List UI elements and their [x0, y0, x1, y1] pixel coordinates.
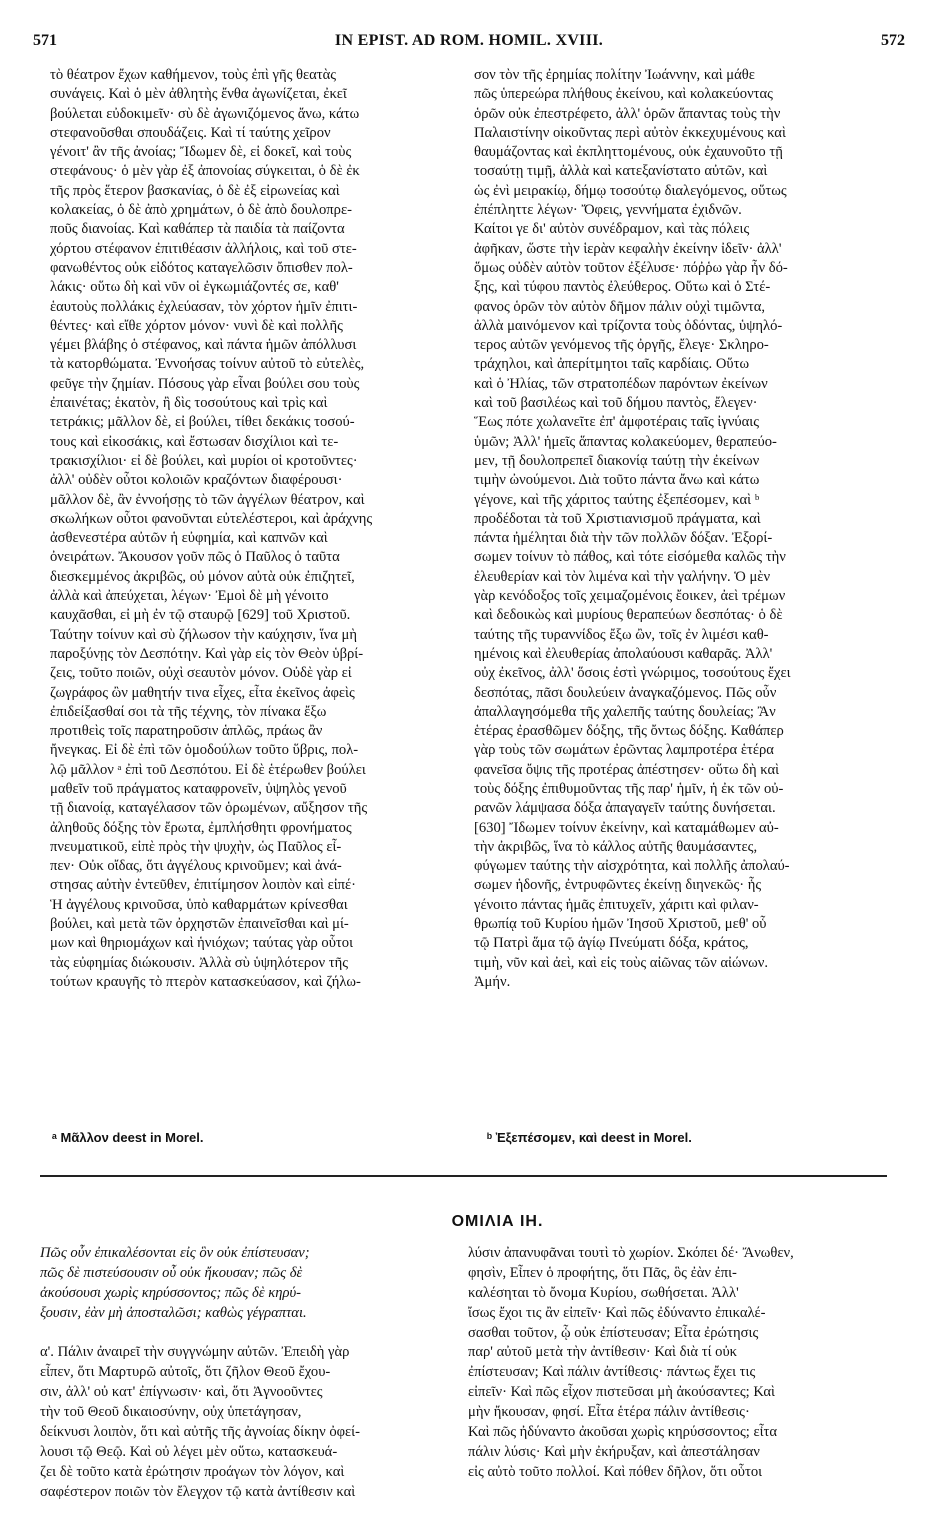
text-line: πῶς δὲ πιστεύσουσιν οὗ οὐκ ἤκουσαν; πῶς δὲ [40, 1264, 303, 1281]
text-line: ἀπαλλαγησόμεθα τῆς χαλεπῆς ταύτης δουλείας; Ἂν [474, 703, 776, 720]
text-line: Ταύτην τοίνυν καὶ σὺ ζήλωσον τὴν καύχησιν, ἵνα μὴ [50, 626, 357, 643]
text-line: ζεις, τοῦτο ποιῶν, οὐχὶ σεαυτὸν μόνον. Οὐδὲ γὰρ εἰ [50, 665, 352, 682]
text-line: σαφέστερον ποιῶν τὸν ἔλεγχον τῷ κατὰ ἀντίθεσιν καὶ [40, 1483, 356, 1500]
text-line: γέγονε, καὶ τῆς χάριτος ταύτης ἐξεπέσομεν, καὶ ᵇ [474, 491, 760, 508]
text-line: εἰς αὐτὸ τοῦτο πολλοί. Καὶ πόθεν δῆλον, ὅτι οὗτοι [468, 1463, 763, 1480]
text-line [40, 1324, 454, 1344]
text-line: πάντα ἠμέληται διὰ τὴν τῶν πολλῶν δόξαν. Ἐξορί- [474, 530, 773, 547]
text-column-bottom-right [468, 1244, 888, 1483]
text-line: γένοιτ' ἂν τῆς ἀνοίας; Ἴδωμεν δὲ, εἰ δοκεῖ, καὶ τοὺς [50, 144, 352, 161]
section-divider [40, 1175, 887, 1177]
text-line: παρ' αὐτοῦ μετὰ τὴν ἀντίθεσιν· Καὶ διὰ τί οὐκ [468, 1344, 738, 1361]
text-column-bottom-left [40, 1244, 454, 1503]
text-line: διεσκεμμένος ἀκριβῶς, οὐ μόνον αὐτὰ οὐκ ἐπιζητεῖ, [50, 568, 355, 585]
text-line: ὁρῶν οὐκ ἐπεστρέφετο, ἀλλ' ὁρῶν ἅπαντας τοὺς τὴν [474, 105, 781, 122]
text-line: θέντες· καὶ εἴθε χόρτον μόνον· νυνὶ δὲ καὶ πολλῆς [50, 317, 343, 334]
text-line: μὴν ἤκουσαν, φησί. Εἶτα ἑτέρα πάλιν ἀντίθεσις· [468, 1404, 750, 1421]
text-line: τῆς πρὸς ἕτερον βασκανίας, ὁ δὲ ἐξ εἰρωνείας καὶ [50, 182, 340, 199]
text-line: λάκις· οὕτω δὴ καὶ νῦν οἱ ἐγκωμιάζοντές σε, καθ' [50, 279, 339, 296]
text-line: α'. Πάλιν ἀναιρεῖ τὴν συγγνώμην αὐτῶν. Ἐπειδὴ γὰρ [40, 1344, 350, 1361]
text-line: λουσι τῷ Θεῷ. Καὶ οὐ λέγει μὲν οὕτω, κατασκευά- [40, 1443, 338, 1460]
running-header [33, 32, 905, 56]
text-line: Ἕως πότε χωλανεῖτε ἐπ' ἀμφοτέραις ταῖς ἰγνύαις [474, 414, 759, 431]
text-line: βούλεται εὐδοκιμεῖν· σὺ δὲ ἀγωνιζόμενος ἄνω, κάτω [50, 105, 360, 122]
text-line: τιμὴ, νῦν καὶ ἀεὶ, καὶ εἰς τοὺς αἰῶνας τῶν αἰώνων. [474, 954, 768, 971]
text-line: φανωθέντος οὐκ εἰδότος καταγελῶσιν ὄπισθεν πολ- [50, 259, 353, 276]
text-line: συνάγεις. Καὶ ὁ μὲν ἀθλητὴς ἔνθα ἀγωνίζεται, ἐκεῖ [50, 86, 347, 103]
page-number-left: 571 [33, 32, 57, 49]
running-title: IN EPIST. AD ROM. HOMIL. XVIII. [334, 32, 604, 49]
text-line: ἀφῆκαν, ὥστε τὴν ἱερὰν κεφαλὴν ἐκείνην ἰδεῖν· ἀλλ' [474, 240, 782, 257]
text-line: φανος ὁρῶν τὸν αὐτὸν δῆμον πάλιν οὐχὶ τιμῶντα, [474, 298, 766, 315]
text-line: φησὶν, Εἶπεν ὁ προφήτης, ὅτι Πᾶς, ὃς ἐὰν ἐπι- [468, 1264, 737, 1281]
text-line: ὡς ἐνὶ μειρακίῳ, δήμῳ τοσούτῳ διαλεγόμενος, οὕτως [474, 182, 787, 199]
text-line: κολακείας, ὁ δὲ ἀπὸ χρημάτων, ὁ δὲ ἀπὸ δουλοπρε- [50, 202, 352, 219]
text-line: εἶπεν, ὅτι Μαρτυρῶ αὐτοῖς, ὅτι ζῆλον Θεοῦ ἔχου- [40, 1364, 331, 1381]
homily-title [0, 1213, 935, 1231]
text-line: σωμεν τοίνυν τὸ πάθος, καὶ τότε εἰσόμεθα καλῶς τὴν [474, 549, 786, 566]
text-line: σιν, ἀλλ' οὐ κατ' ἐπίγνωσιν· καὶ, ὅτι Ἀγνοοῦντες [40, 1384, 323, 1401]
text-line: καὶ τοῦ βασιλέως καὶ τοῦ δήμου παντὸς, ἔλεγεν· [474, 395, 758, 412]
text-line: ὑμῶν; Ἀλλ' ἡμεῖς ἅπαντας κολακεύομεν, θεραπεύο- [474, 433, 777, 450]
text-line: σον τὸν τῆς ἐρημίας πολίτην Ἰωάννην, καὶ μάθε [474, 67, 755, 83]
text-line: τὰς εὐφημίας διώκουσιν. Ἀλλὰ σὺ ὑψηλότερον τῆς [50, 954, 349, 971]
text-line: πῶς ὑπερεώρα πλήθους ἐκείνου, καὶ κολακεύοντας [474, 86, 773, 103]
text-line: γένοιτο πάντας ἡμᾶς ἐπιτυχεῖν, χάριτι καὶ φιλαν- [474, 896, 759, 913]
text-line: Πῶς οὖν ἐπικαλέσονται εἰς ὃν οὐκ ἐπίστευσαν; [40, 1245, 310, 1261]
text-line: λύσιν ἀπανυφᾶναι τουτὶ τὸ χωρίον. Σκόπει δέ· Ἄνωθεν, [468, 1245, 794, 1261]
text-line: τετράκις; μᾶλλον δὲ, εἰ βούλει, τίθει δεκάκις τοσού- [50, 414, 355, 431]
text-line: στεφάνους· ὁ μὲν γὰρ ἐξ ἀπονοίας σύγκειται, ὁ δὲ ἐκ [50, 163, 360, 180]
text-line: βούλει, καὶ μετὰ τῶν ὀρχηστῶν ἐπαινεῖσθαι καὶ μί- [50, 916, 349, 933]
text-line: ἀσθενεστέρα αὐτῶν ἡ εὐφημία, καὶ καπνῶν καὶ [50, 530, 328, 547]
text-line: χόρτου στέφανον ἐπιτιθέασιν ἀλλήλοις, καὶ τοῦ στε- [50, 240, 357, 257]
text-line: ξης, καὶ τύφου παντὸς ἐλεύθερος. Οὕτω καὶ ὁ Στέ- [474, 279, 771, 296]
text-line: πεν· Οὐκ οἴδας, ὅτι ἀγγέλους κρινοῦμεν; καὶ ἀνά- [50, 858, 342, 875]
text-line: παροξύνῃς τὸν Δεσπότην. Καὶ γὰρ εἰς τὸν Θεὸν ὑβρί- [50, 645, 364, 662]
text-line: μων καὶ θηριομάχων καὶ ἡνιόχων; ταύτας γὰρ οὗτοι [50, 935, 354, 952]
text-line: στεφανοῦσθαι σπουδάζεις. Καὶ τί ταύτης χεῖρον [50, 124, 331, 141]
text-line: τὴν τοῦ Θεοῦ δικαιοσύνην, οὐχ ὑπετάγησαν, [40, 1404, 302, 1421]
text-line: δεσπότας, πᾶσι δουλεύειν ἀναγκαζόμενος. Πῶς οὖν [474, 684, 777, 701]
text-line: ρανῶν λάμψασα δόξα ἀπαγαγεῖν ταύτης δυνήσεται. [474, 800, 776, 817]
text-line: ποῦς διανοίας. Καὶ καθάπερ τὰ παιδία τὰ παίζοντα [50, 221, 345, 238]
text-line: τῇ διανοίᾳ, καταγέλασον τῶν ὁρωμένων, αὔξησον τῆς [50, 800, 368, 817]
text-line: πνευματικοῦ, εἰπὲ πρὸς τὴν ψυχὴν, ὡς Παῦλος εἶ- [50, 838, 342, 855]
text-line: Ἀμήν. [474, 973, 511, 990]
text-line: τῷ Πατρὶ ἅμα τῷ ἁγίῳ Πνεύματι δόξα, κράτος, [474, 935, 749, 952]
text-line: φεῦγε τὴν ζημίαν. Πόσους γὰρ εἶναι βούλει σου τοὺς [50, 375, 360, 392]
text-line: Καὶ πῶς ἠδύναντο ἀκοῦσαι χωρὶς κηρύσσοντος; εἶτα [468, 1424, 778, 1441]
text-line: σκωλήκων οὗτοι φανοῦνται εὐτελέστεροι, καὶ ἀράχνης [50, 510, 373, 527]
text-line: καυχᾶσθαι, εἰ μὴ ἐν τῷ σταυρῷ [629] τοῦ Χριστοῦ. [50, 607, 351, 624]
text-line: ημένοις καὶ ἐλευθερίας ἀπολαύουσι καθαρᾶς. Ἀλλ' [474, 645, 773, 662]
text-line: ἀληθοῦς δόξης τὸν ἔρωτα, ἐμπλήσθητι φρονήματος [50, 819, 352, 836]
text-line: ἀκούσουσι χωρὶς κηρύσσοντος; πῶς δὲ κηρύ- [40, 1284, 302, 1301]
text-line: τιμὴν ὠνούμενοι. Διὰ τοῦτο πάντα ἄνω καὶ κάτω [474, 472, 760, 489]
text-line: φανεῖσα ὄψις τῆς προτέρας ἀπέστησεν· οὕτω δὴ καὶ [474, 761, 780, 778]
text-line: θρωπίᾳ τοῦ Κυρίου ἡμῶν Ἰησοῦ Χριστοῦ, μεθ' οὗ [474, 916, 767, 933]
text-line: ὀνειράτων. Ἄκουσον γοῦν πῶς ὁ Παῦλος ὁ ταῦτα [50, 549, 340, 566]
text-line: Ἡ ἀγγέλους κρινοῦσα, ὑπὸ καθαρμάτων κρίνεσθαι [50, 896, 348, 913]
footnote-b: ᵇ Ἐξεπέσομεν, καὶ deest in Morel. [487, 1130, 692, 1145]
text-line: καὶ δεδοικὼς καὶ μυρίους θεραπεύων δεσπότας· ὁ δὲ [474, 607, 783, 624]
text-column-top-left [50, 66, 458, 992]
text-line: ἐπιδείξασθαί σοι τὰ τῆς τέχνης, τὸν πίνακα ἔξω [50, 703, 327, 720]
text-line: τρακισχίλιοι· εἰ δὲ βούλει, καὶ μυρίοι οἱ κροτοῦντες· [50, 452, 358, 469]
text-line: καλέσηται τὸ ὄνομα Κυρίου, σωθήσεται. Ἀλλ' [468, 1284, 739, 1301]
text-line: σασθαι τοῦτον, ᾧ οὐκ ἐπίστευσαν; Εἶτα ἐρώτησις [468, 1324, 759, 1341]
text-line: προδέδοται τὰ τοῦ Χριστιανισμοῦ πράγματα, καὶ [474, 510, 761, 527]
text-line: Παλαιστίνην οἰκοῦντας περὶ αὐτὸν ἐκκεχυμένους καὶ [474, 124, 786, 141]
text-line: μεν, τῇ δουλοπρεπεῖ διακονίᾳ ταύτῃ τὴν ἐκείνων [474, 452, 760, 469]
text-line: θαυμάζοντας καὶ ἐκπληττομένους, οὐκ ἐχαυνοῦτο τῇ [474, 144, 783, 161]
text-line: μᾶλλον δὲ, ἂν ἐννοήσῃς τὸ τῶν ἀγγέλων θέατρον, καὶ [50, 491, 365, 508]
page-number-right: 572 [881, 32, 905, 49]
text-line: ἤνεγκας. Εἰ δὲ ἐπὶ τῶν ὁμοδούλων τοῦτο ὕβρις, πολ- [50, 742, 359, 759]
text-line: ὅμως οὐδὲν αὐτὸν τοῦτον ἐξέλυσε· πόῤῥω γὰρ ἦν δό- [474, 259, 788, 276]
text-line: Καίτοι γε δι' αὐτὸν συνέδραμον, καὶ τὰς πόλεις [474, 221, 750, 238]
text-line: ἑτέρας ἐρασθῶμεν δόξης, τῆς ὄντως δόξης. Καθάπερ [474, 723, 784, 740]
text-line: μαθεῖν τοῦ πράγματος καταφρονεῖν, ὑψηλὸς γενοῦ [50, 780, 347, 797]
text-line: ζει δὲ τοῦτο κατὰ ἐρώτησιν προάγων τὸν λόγον, καὶ [40, 1463, 345, 1480]
text-line: [630] Ἴδωμεν τοίνυν ἐκείνην, καὶ καταμάθωμεν αὐ- [474, 819, 779, 836]
text-line: λῷ μᾶλλον ᵃ ἐπὶ τοῦ Δεσπότου. Εἰ δὲ ἑτέρωθεν βούλει [50, 761, 366, 778]
text-line: ἐπίστευσαν; Καὶ πάλιν ἀντίθεσις· πάντως ἔχει τις [468, 1364, 756, 1381]
text-line: εἰπεῖν· Καὶ πῶς εἶχον πιστεῦσαι μὴ ἀκούσαντες; Καὶ [468, 1384, 775, 1401]
text-line: ἑαυτοὺς πολλάκις ἐχλεύασαν, τὸν χόρτον ἡμῖν ἐπιτι- [50, 298, 358, 315]
text-line: πάλιν λύσις· Καὶ μὴν ἐκήρυξαν, καὶ ἀπεστάλησαν [468, 1443, 760, 1460]
text-line: τοὺς δόξης ἐπιθυμοῦντας τῆς παρ' ἡμῖν, ἡ ἐκ τῶν οὐ- [474, 780, 784, 797]
text-line: τράχηλοι, καὶ ἀπερίτμητοι ταῖς καρδίαις. Οὕτω [474, 356, 750, 373]
text-line: στησας αὐτὴν ἐντεῦθεν, ἐπιτίμησον λοιπὸν καὶ εἰπέ· [50, 877, 357, 894]
text-line: γὰρ κενόδοξος τοῖς χειμαζομένοις ἔοικεν, ἀεὶ τρέμων [474, 588, 786, 605]
text-line: τὴν ἀκριβῶς, ἵνα τὸ κάλλος αὐτῆς θαυμάσαντες, [474, 838, 758, 855]
text-line: τοσαύτῃ τιμῇ, ἀλλὰ καὶ κατεξανίστατο αὐτῶν, καὶ [474, 163, 768, 180]
text-line: ἀλλὰ καὶ ἀπεύχεται, λέγων· Ἐμοὶ δὲ μὴ γένοιτο [50, 588, 329, 605]
text-line: γέμει βλάβης ὁ στέφανος, καὶ πάντα ἡμῶν ἀπόλλυσι [50, 337, 357, 354]
text-line: οὐχ ἐκεῖνος, ἀλλ' ὅσοις ἐστὶ γνώριμος, τοσούτους ἔχει [474, 665, 791, 682]
text-line: ταύτης τῆς τυραννίδος ἔξω ὢν, τοῖς ἐν λιμέσι καθ- [474, 626, 769, 643]
text-line: δείκνυσι λοιπὸν, ὅτι καὶ αὐτῆς τῆς ἀγνοίας δίκην ὀφεί- [40, 1424, 360, 1441]
text-line: προτιθεὶς τοῖς παρατηροῦσιν ἁπλῶς, πράως ἂν [50, 723, 323, 740]
text-line: ξουσιν, ἐὰν μὴ ἀποσταλῶσι; καθὼς γέγραπται. [40, 1304, 307, 1321]
text-line: τὰ κατορθώματα. Ἐννοήσας τοίνυν αὐτοῦ τὸ εὐτελὲς, [50, 356, 365, 373]
text-line: φύγωμεν ταύτης τὴν αἰσχρότητα, καὶ πολλῆς ἀπολαύ- [474, 858, 790, 875]
text-line: τους καὶ εἰκοσάκις, καὶ ἔστωσαν δισχίλιοι καὶ τε- [50, 433, 339, 450]
text-line: ἐλευθερίαν καὶ τὸν λιμένα καὶ τὴν γαλήνην. Ὁ μὲν [474, 568, 771, 585]
text-line: ἐπαινέτας; ἑκατὸν, ἢ δὶς τοσούτους καὶ τρὶς καὶ [50, 395, 328, 412]
text-column-top-right [474, 66, 894, 992]
text-line: σωμεν ἡδονῆς, ἐντρυφῶντες ἐκείνῃ διηνεκῶς· ἧς [474, 877, 762, 894]
footnote-a: ᵃ Μᾶλλον deest in Morel. [52, 1130, 204, 1145]
homily-title-text: ΟΜΙΛΙΑ ΙΗ. [451, 1213, 544, 1230]
text-line: ἐπέπληττε λέγων· Ὄφεις, γεννήματα ἐχιδνῶν. [474, 202, 742, 219]
text-line: τὸ θέατρον ἔχων καθήμενον, τοὺς ἐπὶ γῆς θεατὰς [50, 67, 337, 83]
text-line: ἀλλ' οὐδὲν οὗτοι κολοιῶν κραζόντων διαφέρουσι· [50, 472, 343, 489]
text-line: ζωγράφος ὢν μαθητήν τινα εἶχες, εἶτα ἐκεῖνος ἀφεὶς [50, 684, 355, 701]
text-line: τούτων κραυγῆς τὸ πτερὸν κατασκεύασον, καὶ ζήλω- [50, 973, 361, 990]
text-line: ἴσως ἔχοι τις ἂν εἰπεῖν· Καὶ πῶς ἐδύναντο ἐπικαλέ- [468, 1304, 766, 1321]
text-line: ἀλλὰ μαινόμενον καὶ τρίζοντα τοὺς ὀδόντας, ὑψηλό- [474, 317, 783, 334]
text-line: γὰρ τοὺς τῶν σωμάτων ἐρῶντας λαμπροτέρα ἑτέρα [474, 742, 774, 759]
text-line: καὶ ὁ Ἠλίας, τῶν στρατοπέδων παρόντων ἐκείνων [474, 375, 768, 392]
text-line: τερος αὐτῶν γενόμενος τῆς ὀργῆς, ἔλεγε· Σκληρο- [474, 337, 769, 354]
